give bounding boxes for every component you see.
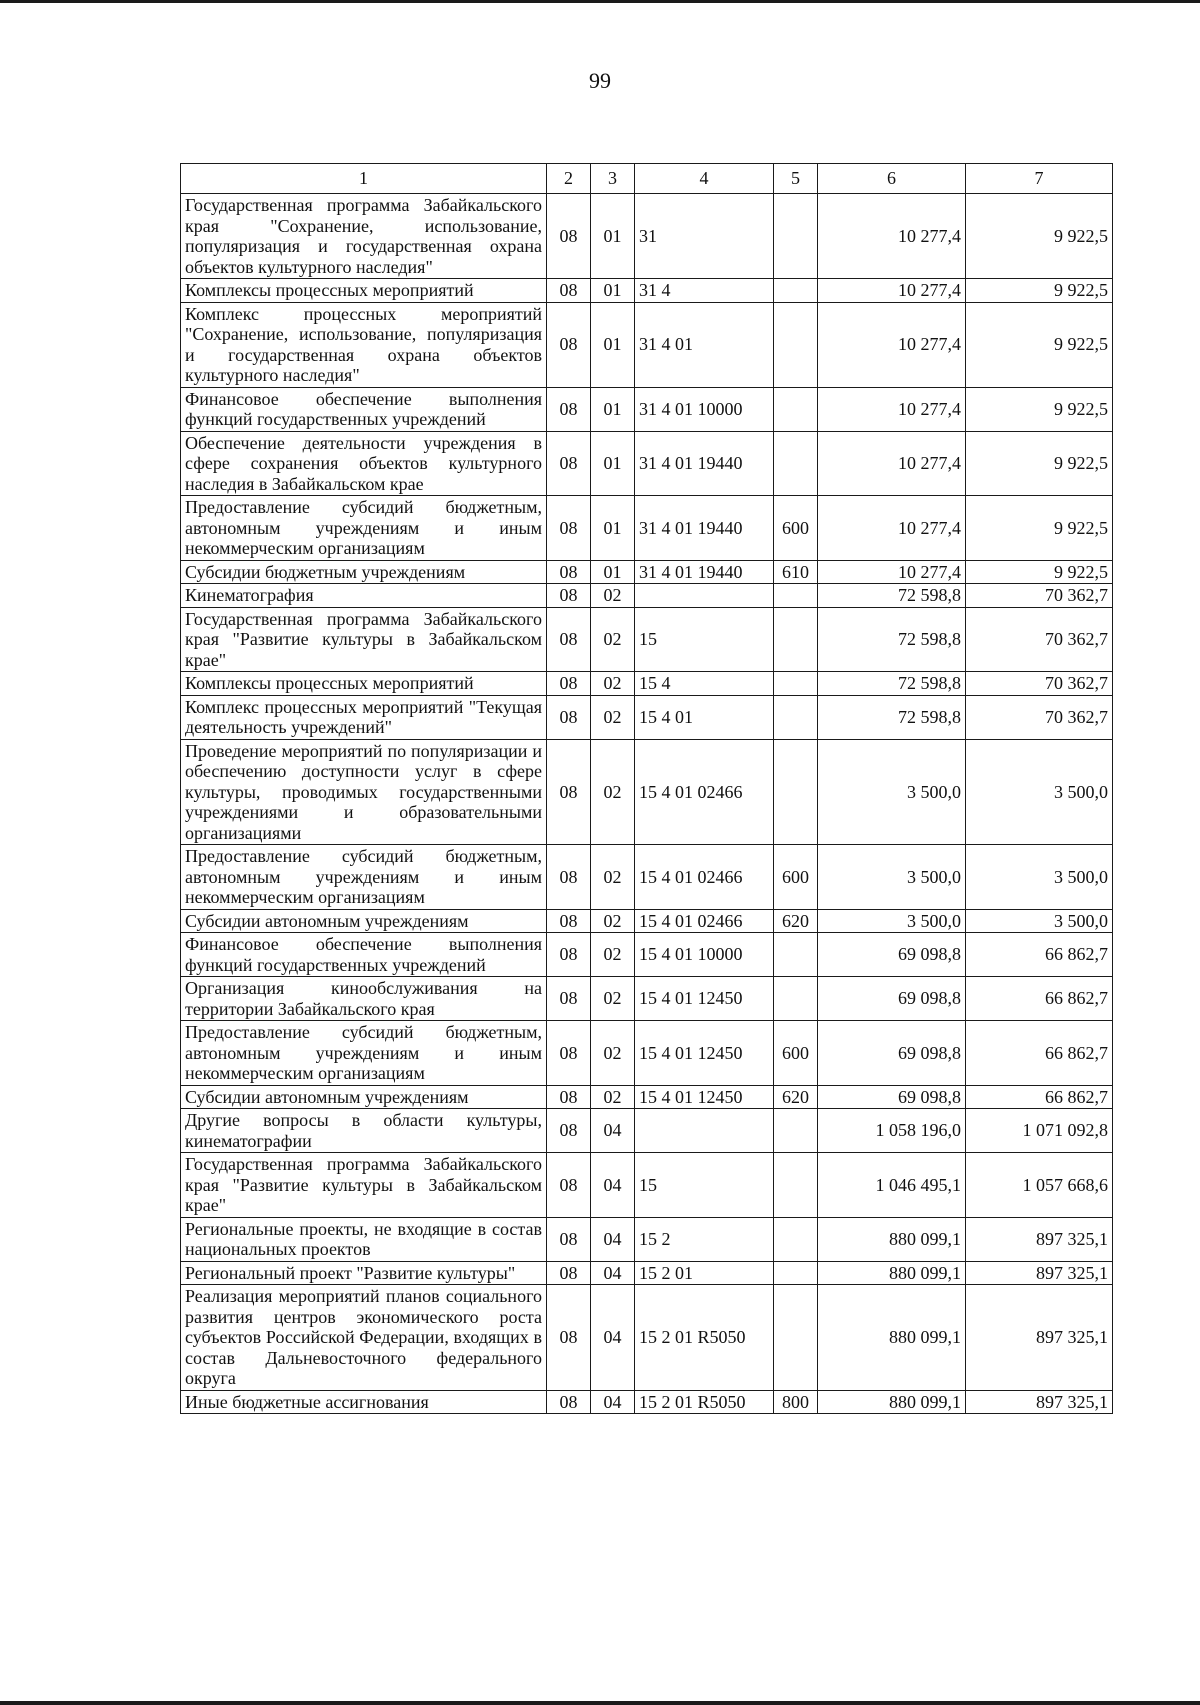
table-row <box>181 1021 1113 1086</box>
target-article-cell: 31 4 01 19440 <box>635 431 774 496</box>
subsection-code-cell: 02 <box>591 909 635 933</box>
amount-cell-col6: 880 099,1 <box>818 1217 966 1261</box>
target-article-cell: 15 2 01 R5050 <box>635 1285 774 1391</box>
row-name-cell: Субсидии автономным учреждениям <box>181 909 547 933</box>
amount-cell-col7: 3 500,0 <box>966 909 1113 933</box>
expense-type-cell <box>774 194 818 279</box>
target-article-cell <box>635 584 774 608</box>
amount-cell-col7: 66 862,7 <box>966 977 1113 1021</box>
amount-cell-col6: 72 598,8 <box>818 584 966 608</box>
subsection-code-cell: 02 <box>591 584 635 608</box>
column-header: 1 <box>181 164 547 194</box>
amount-cell-col6: 3 500,0 <box>818 739 966 845</box>
target-article-cell: 15 4 01 <box>635 695 774 739</box>
amount-cell-col7: 897 325,1 <box>966 1217 1113 1261</box>
expense-type-cell: 800 <box>774 1390 818 1414</box>
header-row <box>181 164 1113 194</box>
table-row <box>181 845 1113 910</box>
expense-type-cell <box>774 1153 818 1218</box>
section-code-cell: 08 <box>547 1390 591 1414</box>
section-code-cell: 08 <box>547 845 591 910</box>
amount-cell-col6: 69 098,8 <box>818 1085 966 1109</box>
section-code-cell: 08 <box>547 1085 591 1109</box>
table-row <box>181 695 1113 739</box>
subsection-code-cell: 04 <box>591 1261 635 1285</box>
section-code-cell: 08 <box>547 933 591 977</box>
expense-type-cell <box>774 1261 818 1285</box>
amount-cell-col6: 10 277,4 <box>818 560 966 584</box>
amount-cell-col6: 72 598,8 <box>818 672 966 696</box>
target-article-cell: 31 4 <box>635 279 774 303</box>
subsection-code-cell: 01 <box>591 560 635 584</box>
section-code-cell: 08 <box>547 496 591 561</box>
target-article-cell: 15 4 01 02466 <box>635 739 774 845</box>
row-name-cell: Реализация мероприятий планов социального развития центров экономического роста субъектов Российской Федерации, входящих в состав Дальневосточного федерального округа <box>181 1285 547 1391</box>
amount-cell-col6: 10 277,4 <box>818 194 966 279</box>
row-name-cell: Предоставление субсидий бюджетным, автономным учреждениям и иным некоммерческим организациям <box>181 496 547 561</box>
amount-cell-col6: 3 500,0 <box>818 845 966 910</box>
expense-type-cell: 600 <box>774 845 818 910</box>
amount-cell-col7: 3 500,0 <box>966 739 1113 845</box>
budget-table <box>180 163 1113 1414</box>
amount-cell-col6: 880 099,1 <box>818 1285 966 1391</box>
amount-cell-col7: 897 325,1 <box>966 1285 1113 1391</box>
target-article-cell: 15 4 01 12450 <box>635 1021 774 1086</box>
amount-cell-col6: 72 598,8 <box>818 607 966 672</box>
section-code-cell: 08 <box>547 1109 591 1153</box>
row-name-cell: Региональные проекты, не входящие в состав национальных проектов <box>181 1217 547 1261</box>
row-name-cell: Комплексы процессных мероприятий <box>181 279 547 303</box>
subsection-code-cell: 01 <box>591 387 635 431</box>
expense-type-cell: 600 <box>774 1021 818 1086</box>
amount-cell-col7: 9 922,5 <box>966 279 1113 303</box>
row-name-cell: Обеспечение деятельности учреждения в сфере сохранения объектов культурного наследия в Забайкальском крае <box>181 431 547 496</box>
target-article-cell: 15 4 01 02466 <box>635 845 774 910</box>
table-row <box>181 739 1113 845</box>
row-name-cell: Государственная программа Забайкальского края "Развитие культуры в Забайкальском крае" <box>181 1153 547 1218</box>
amount-cell-col7: 9 922,5 <box>966 302 1113 387</box>
amount-cell-col6: 1 058 196,0 <box>818 1109 966 1153</box>
table-row <box>181 607 1113 672</box>
expense-type-cell <box>774 607 818 672</box>
amount-cell-col6: 69 098,8 <box>818 933 966 977</box>
amount-cell-col7: 66 862,7 <box>966 1085 1113 1109</box>
section-code-cell: 08 <box>547 1153 591 1218</box>
section-code-cell: 08 <box>547 431 591 496</box>
scan-edge-top <box>0 0 1200 3</box>
subsection-code-cell: 01 <box>591 302 635 387</box>
expense-type-cell: 620 <box>774 909 818 933</box>
section-code-cell: 08 <box>547 279 591 303</box>
amount-cell-col7: 3 500,0 <box>966 845 1113 910</box>
table-row <box>181 560 1113 584</box>
section-code-cell: 08 <box>547 302 591 387</box>
subsection-code-cell: 04 <box>591 1153 635 1218</box>
amount-cell-col7: 9 922,5 <box>966 431 1113 496</box>
row-name-cell: Государственная программа Забайкальского края "Развитие культуры в Забайкальском крае" <box>181 607 547 672</box>
table-row <box>181 977 1113 1021</box>
row-name-cell: Предоставление субсидий бюджетным, автономным учреждениям и иным некоммерческим организациям <box>181 1021 547 1086</box>
subsection-code-cell: 02 <box>591 977 635 1021</box>
section-code-cell: 08 <box>547 739 591 845</box>
subsection-code-cell: 01 <box>591 194 635 279</box>
target-article-cell: 15 2 01 <box>635 1261 774 1285</box>
amount-cell-col6: 10 277,4 <box>818 279 966 303</box>
subsection-code-cell: 04 <box>591 1217 635 1261</box>
expense-type-cell <box>774 1217 818 1261</box>
table-row <box>181 431 1113 496</box>
expense-type-cell <box>774 1109 818 1153</box>
expense-type-cell: 600 <box>774 496 818 561</box>
section-code-cell: 08 <box>547 1261 591 1285</box>
column-header: 4 <box>635 164 774 194</box>
column-header: 6 <box>818 164 966 194</box>
amount-cell-col7: 70 362,7 <box>966 607 1113 672</box>
target-article-cell: 15 4 01 02466 <box>635 909 774 933</box>
table-row <box>181 387 1113 431</box>
table-row <box>181 584 1113 608</box>
table-row <box>181 1109 1113 1153</box>
expense-type-cell: 620 <box>774 1085 818 1109</box>
section-code-cell: 08 <box>547 387 591 431</box>
subsection-code-cell: 01 <box>591 279 635 303</box>
row-name-cell: Проведение мероприятий по популяризации и обеспечению доступности услуг в сфере культуры, проводимых государственными учреждениями и образовательными организациями <box>181 739 547 845</box>
amount-cell-col7: 66 862,7 <box>966 933 1113 977</box>
amount-cell-col7: 1 071 092,8 <box>966 1109 1113 1153</box>
amount-cell-col7: 70 362,7 <box>966 672 1113 696</box>
target-article-cell: 15 4 <box>635 672 774 696</box>
target-article-cell: 31 4 01 19440 <box>635 496 774 561</box>
target-article-cell: 15 <box>635 607 774 672</box>
expense-type-cell <box>774 584 818 608</box>
amount-cell-col6: 10 277,4 <box>818 302 966 387</box>
table-row <box>181 1285 1113 1391</box>
amount-cell-col7: 70 362,7 <box>966 695 1113 739</box>
amount-cell-col6: 69 098,8 <box>818 1021 966 1086</box>
subsection-code-cell: 02 <box>591 607 635 672</box>
subsection-code-cell: 04 <box>591 1390 635 1414</box>
section-code-cell: 08 <box>547 1285 591 1391</box>
column-header: 3 <box>591 164 635 194</box>
section-code-cell: 08 <box>547 672 591 696</box>
amount-cell-col6: 10 277,4 <box>818 431 966 496</box>
expense-type-cell <box>774 977 818 1021</box>
amount-cell-col6: 10 277,4 <box>818 387 966 431</box>
subsection-code-cell: 04 <box>591 1109 635 1153</box>
expense-type-cell <box>774 302 818 387</box>
target-article-cell: 31 4 01 19440 <box>635 560 774 584</box>
row-name-cell: Государственная программа Забайкальского края "Сохранение, использование, популяризация и государственная охрана объектов культурного наследия" <box>181 194 547 279</box>
target-article-cell: 15 <box>635 1153 774 1218</box>
amount-cell-col7: 9 922,5 <box>966 194 1113 279</box>
column-header: 5 <box>774 164 818 194</box>
expense-type-cell: 610 <box>774 560 818 584</box>
table-row <box>181 1153 1113 1218</box>
row-name-cell: Предоставление субсидий бюджетным, автономным учреждениям и иным некоммерческим организациям <box>181 845 547 910</box>
table-row <box>181 933 1113 977</box>
target-article-cell: 15 4 01 12450 <box>635 977 774 1021</box>
subsection-code-cell: 02 <box>591 1021 635 1086</box>
subsection-code-cell: 01 <box>591 431 635 496</box>
expense-type-cell <box>774 431 818 496</box>
subsection-code-cell: 02 <box>591 845 635 910</box>
section-code-cell: 08 <box>547 695 591 739</box>
page-number: 99 <box>589 68 611 93</box>
expense-type-cell <box>774 387 818 431</box>
expense-type-cell <box>774 1285 818 1391</box>
amount-cell-col6: 72 598,8 <box>818 695 966 739</box>
row-name-cell: Субсидии автономным учреждениям <box>181 1085 547 1109</box>
row-name-cell: Региональный проект "Развитие культуры" <box>181 1261 547 1285</box>
target-article-cell: 31 <box>635 194 774 279</box>
section-code-cell: 08 <box>547 584 591 608</box>
expense-type-cell <box>774 933 818 977</box>
expense-type-cell <box>774 279 818 303</box>
amount-cell-col7: 897 325,1 <box>966 1390 1113 1414</box>
row-name-cell: Иные бюджетные ассигнования <box>181 1390 547 1414</box>
column-header: 7 <box>966 164 1113 194</box>
row-name-cell: Другие вопросы в области культуры, кинематографии <box>181 1109 547 1153</box>
amount-cell-col6: 880 099,1 <box>818 1261 966 1285</box>
section-code-cell: 08 <box>547 1021 591 1086</box>
subsection-code-cell: 02 <box>591 739 635 845</box>
subsection-code-cell: 02 <box>591 933 635 977</box>
amount-cell-col6: 1 046 495,1 <box>818 1153 966 1218</box>
table-header <box>181 164 1113 194</box>
table-row <box>181 194 1113 279</box>
section-code-cell: 08 <box>547 560 591 584</box>
amount-cell-col7: 70 362,7 <box>966 584 1113 608</box>
table-row <box>181 1085 1113 1109</box>
section-code-cell: 08 <box>547 194 591 279</box>
subsection-code-cell: 04 <box>591 1285 635 1391</box>
row-name-cell: Комплексы процессных мероприятий <box>181 672 547 696</box>
target-article-cell: 31 4 01 <box>635 302 774 387</box>
table-row <box>181 1217 1113 1261</box>
expense-type-cell <box>774 695 818 739</box>
subsection-code-cell: 02 <box>591 672 635 696</box>
target-article-cell: 15 2 <box>635 1217 774 1261</box>
table-row <box>181 672 1113 696</box>
target-article-cell: 15 4 01 10000 <box>635 933 774 977</box>
row-name-cell: Финансовое обеспечение выполнения функций государственных учреждений <box>181 387 547 431</box>
amount-cell-col6: 10 277,4 <box>818 496 966 561</box>
amount-cell-col6: 3 500,0 <box>818 909 966 933</box>
expense-type-cell <box>774 739 818 845</box>
row-name-cell: Комплекс процессных мероприятий "Сохранение, использование, популяризация и государственная охрана объектов культурного наследия" <box>181 302 547 387</box>
table-row <box>181 302 1113 387</box>
amount-cell-col7: 1 057 668,6 <box>966 1153 1113 1218</box>
target-article-cell: 15 2 01 R5050 <box>635 1390 774 1414</box>
expense-type-cell <box>774 672 818 696</box>
target-article-cell: 31 4 01 10000 <box>635 387 774 431</box>
section-code-cell: 08 <box>547 607 591 672</box>
subsection-code-cell: 02 <box>591 1085 635 1109</box>
amount-cell-col7: 9 922,5 <box>966 560 1113 584</box>
subsection-code-cell: 02 <box>591 695 635 739</box>
scan-edge-bottom <box>0 1701 1200 1705</box>
target-article-cell <box>635 1109 774 1153</box>
amount-cell-col7: 897 325,1 <box>966 1261 1113 1285</box>
amount-cell-col7: 9 922,5 <box>966 387 1113 431</box>
table-row <box>181 1390 1113 1414</box>
amount-cell-col7: 66 862,7 <box>966 1021 1113 1086</box>
section-code-cell: 08 <box>547 977 591 1021</box>
table-row <box>181 496 1113 561</box>
table-body <box>181 194 1113 1414</box>
table-row <box>181 1261 1113 1285</box>
table-row <box>181 909 1113 933</box>
amount-cell-col6: 69 098,8 <box>818 977 966 1021</box>
column-header: 2 <box>547 164 591 194</box>
row-name-cell: Финансовое обеспечение выполнения функций государственных учреждений <box>181 933 547 977</box>
amount-cell-col7: 9 922,5 <box>966 496 1113 561</box>
table-row <box>181 279 1113 303</box>
row-name-cell: Субсидии бюджетным учреждениям <box>181 560 547 584</box>
section-code-cell: 08 <box>547 909 591 933</box>
target-article-cell: 15 4 01 12450 <box>635 1085 774 1109</box>
subsection-code-cell: 01 <box>591 496 635 561</box>
row-name-cell: Комплекс процессных мероприятий "Текущая деятельность учреждений" <box>181 695 547 739</box>
section-code-cell: 08 <box>547 1217 591 1261</box>
amount-cell-col6: 880 099,1 <box>818 1390 966 1414</box>
row-name-cell: Кинематография <box>181 584 547 608</box>
row-name-cell: Организация кинообслуживания на территории Забайкальского края <box>181 977 547 1021</box>
